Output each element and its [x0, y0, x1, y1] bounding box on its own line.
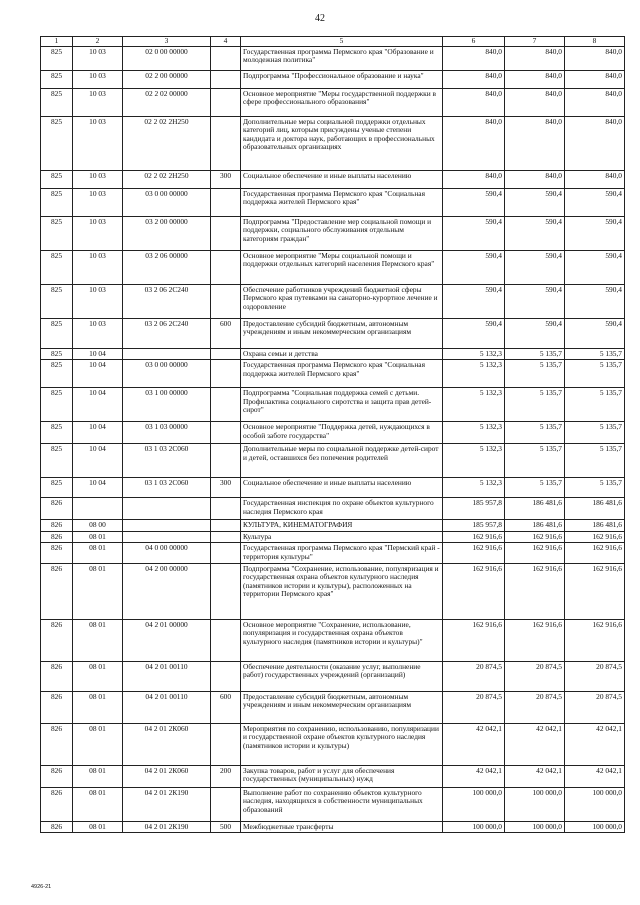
- table-cell-c7: 42 042,1: [505, 765, 565, 787]
- table-cell-c6: 185 957,8: [443, 520, 505, 532]
- table-cell-c8: 42 042,1: [565, 723, 625, 765]
- table-cell-c1: 826: [41, 543, 73, 563]
- table-row: [41, 563, 625, 619]
- table-cell-c3: 03 1 00 00000: [123, 388, 211, 422]
- table-cell-c2: 10 03: [73, 318, 123, 348]
- table-cell-c4: [211, 619, 241, 661]
- table-cell-c8: 100 000,0: [565, 787, 625, 821]
- table-cell-c8: 100 000,0: [565, 821, 625, 833]
- table-cell-c3: 03 1 03 2С060: [123, 478, 211, 498]
- table-cell-c8: 840,0: [565, 46, 625, 70]
- table-cell-c5: Государственная инспекция по охране объектов культурного наследия Пермского края: [241, 498, 443, 520]
- table-cell-c5: Государственная программа Пермского края "Пермский край - территория культуры": [241, 543, 443, 563]
- table-cell-c3: 03 0 00 00000: [123, 360, 211, 388]
- table-cell-c6: 840,0: [443, 70, 505, 88]
- table-cell-c3: 04 0 00 00000: [123, 543, 211, 563]
- table-cell-c1: 826: [41, 563, 73, 619]
- table-cell-c4: [211, 543, 241, 563]
- table-cell-c2: 10 04: [73, 478, 123, 498]
- table-cell-c5: Закупка товаров, работ и услуг для обеспечения государственных (муниципальных) нужд: [241, 765, 443, 787]
- table-cell-c6: 840,0: [443, 116, 505, 170]
- table-cell-c1: 825: [41, 116, 73, 170]
- table-cell-c8: 840,0: [565, 70, 625, 88]
- table-cell-c4: [211, 70, 241, 88]
- table-cell-c7: 840,0: [505, 46, 565, 70]
- table-cell-c2: 10 03: [73, 70, 123, 88]
- table-row: [41, 691, 625, 723]
- table-cell-c7: 162 916,6: [505, 619, 565, 661]
- table-cell-c7: 840,0: [505, 70, 565, 88]
- table-cell-c7: 186 481,6: [505, 520, 565, 532]
- table-cell-c8: 5 135,7: [565, 348, 625, 360]
- table-cell-c2: 10 03: [73, 188, 123, 216]
- table-cell-c8: 840,0: [565, 116, 625, 170]
- table-cell-c4: [211, 723, 241, 765]
- table-cell-c2: 10 03: [73, 250, 123, 284]
- table-cell-c6: 20 874,5: [443, 691, 505, 723]
- table-cell-c3: 04 2 01 2К190: [123, 821, 211, 833]
- table-cell-c2: 10 04: [73, 422, 123, 444]
- table-cell-c5: Государственная программа Пермского края "Образование и молодежная политика": [241, 46, 443, 70]
- table-cell-c4: [211, 250, 241, 284]
- table-cell-c1: 826: [41, 723, 73, 765]
- table-cell-c4: [211, 284, 241, 318]
- table-cell-c3: 04 2 01 00110: [123, 661, 211, 691]
- table-cell-c7: 590,4: [505, 250, 565, 284]
- table-cell-c4: [211, 188, 241, 216]
- table-cell-c2: 08 01: [73, 723, 123, 765]
- table-cell-c2: 10 04: [73, 348, 123, 360]
- table-cell-c3: [123, 498, 211, 520]
- table-cell-c4: [211, 88, 241, 116]
- table-cell-c3: 03 1 03 00000: [123, 422, 211, 444]
- table-cell-c1: 825: [41, 444, 73, 478]
- table-cell-c2: 10 03: [73, 88, 123, 116]
- table-cell-c2: 10 04: [73, 388, 123, 422]
- table-cell-c4: [211, 498, 241, 520]
- table-cell-c6: 590,4: [443, 318, 505, 348]
- table-cell-c8: 5 135,7: [565, 478, 625, 498]
- table-cell-c2: 10 04: [73, 444, 123, 478]
- table-cell-c6: 100 000,0: [443, 787, 505, 821]
- table-cell-c8: 840,0: [565, 88, 625, 116]
- table-cell-c6: 5 132,3: [443, 444, 505, 478]
- table-cell-c2: 08 01: [73, 821, 123, 833]
- table-cell-c8: 20 874,5: [565, 691, 625, 723]
- table-cell-c3: 03 2 06 2С240: [123, 318, 211, 348]
- table-cell-c6: 185 957,8: [443, 498, 505, 520]
- table-cell-c1: 826: [41, 787, 73, 821]
- table-row: [41, 478, 625, 498]
- table-cell-c2: 08 01: [73, 691, 123, 723]
- table-cell-c3: 03 1 03 2С060: [123, 444, 211, 478]
- table-body: [41, 46, 625, 833]
- table-row: [41, 188, 625, 216]
- table-cell-c8: 5 135,7: [565, 388, 625, 422]
- table-cell-c8: 5 135,7: [565, 444, 625, 478]
- table-cell-c7: 5 135,7: [505, 478, 565, 498]
- table-cell-c1: 825: [41, 46, 73, 70]
- table-cell-c3: 03 0 00 00000: [123, 188, 211, 216]
- table-row: [41, 284, 625, 318]
- table-cell-c2: 08 01: [73, 543, 123, 563]
- table-row: [41, 787, 625, 821]
- table-cell-c7: 20 874,5: [505, 691, 565, 723]
- table-cell-c5: Предоставление субсидий бюджетным, автономным учреждениям и иным некоммерческим организациям: [241, 691, 443, 723]
- table-row: [41, 765, 625, 787]
- table-cell-c5: Обеспечение работников учреждений бюджетной сферы Пермского края путевками на санаторно-курортное лечение и оздоровление: [241, 284, 443, 318]
- table-cell-c7: 20 874,5: [505, 661, 565, 691]
- table-cell-c4: [211, 563, 241, 619]
- column-header: 5: [241, 37, 443, 47]
- table-cell-c4: [211, 216, 241, 250]
- column-header: 8: [565, 37, 625, 47]
- budget-table: [40, 36, 625, 833]
- table-row: [41, 543, 625, 563]
- column-header: 3: [123, 37, 211, 47]
- table-cell-c2: 08 01: [73, 531, 123, 543]
- table-cell-c7: 100 000,0: [505, 821, 565, 833]
- table-cell-c8: 590,4: [565, 250, 625, 284]
- table-cell-c5: Подпрограмма "Социальная поддержка семей с детьми. Профилактика социального сиротства и защита прав детей-сирот": [241, 388, 443, 422]
- table-cell-c5: Подпрограмма "Профессиональное образование и наука": [241, 70, 443, 88]
- table-cell-c6: 590,4: [443, 188, 505, 216]
- table-cell-c4: [211, 116, 241, 170]
- table-row: [41, 531, 625, 543]
- table-cell-c3: 02 2 02 2Н250: [123, 116, 211, 170]
- table-cell-c4: [211, 388, 241, 422]
- table-cell-c2: 08 01: [73, 765, 123, 787]
- table-cell-c3: 03 2 06 00000: [123, 250, 211, 284]
- table-cell-c2: 08 01: [73, 563, 123, 619]
- table-cell-c4: 600: [211, 691, 241, 723]
- table-cell-c2: 08 00: [73, 520, 123, 532]
- table-cell-c4: [211, 787, 241, 821]
- table-row: [41, 498, 625, 520]
- table-cell-c2: 10 03: [73, 116, 123, 170]
- table-cell-c4: 500: [211, 821, 241, 833]
- table-cell-c3: 02 2 02 00000: [123, 88, 211, 116]
- table-cell-c8: 5 135,7: [565, 422, 625, 444]
- table-row: [41, 520, 625, 532]
- table-cell-c5: Выполнение работ по сохранению объектов культурного наследия, находящихся в собственности муниципальных образований: [241, 787, 443, 821]
- table-cell-c6: 20 874,5: [443, 661, 505, 691]
- table-cell-c3: 02 2 02 2Н250: [123, 170, 211, 188]
- table-cell-c5: Основное мероприятие "Поддержка детей, нуждающихся в особой заботе государства": [241, 422, 443, 444]
- table-cell-c7: 5 135,7: [505, 388, 565, 422]
- table-cell-c5: Мероприятия по сохранению, использованию, популяризации и государственной охране объектов культурного наследия (памятников истории и культуры): [241, 723, 443, 765]
- table-cell-c7: 5 135,7: [505, 422, 565, 444]
- table-cell-c4: [211, 444, 241, 478]
- table-cell-c1: 825: [41, 348, 73, 360]
- table-cell-c6: 840,0: [443, 170, 505, 188]
- table-cell-c8: 590,4: [565, 188, 625, 216]
- table-row: [41, 318, 625, 348]
- table-cell-c1: 825: [41, 388, 73, 422]
- table-row: [41, 821, 625, 833]
- table-cell-c5: Государственная программа Пермского края "Социальная поддержка жителей Пермского края": [241, 188, 443, 216]
- column-header: 2: [73, 37, 123, 47]
- table-cell-c6: 5 132,3: [443, 348, 505, 360]
- table-cell-c5: Социальное обеспечение и иные выплаты населению: [241, 170, 443, 188]
- table-cell-c3: 04 2 01 2К060: [123, 765, 211, 787]
- table-cell-c6: 590,4: [443, 250, 505, 284]
- table-cell-c7: 590,4: [505, 188, 565, 216]
- table-cell-c4: [211, 520, 241, 532]
- table-row: [41, 170, 625, 188]
- table-cell-c5: Подпрограмма "Сохранение, использование, популяризация и государственная охрана объектов культурного наследия (памятников истории и культуры), расположенных на территории Пермского края": [241, 563, 443, 619]
- table-row: [41, 723, 625, 765]
- table-cell-c6: 162 916,6: [443, 531, 505, 543]
- table-cell-c8: 5 135,7: [565, 360, 625, 388]
- table-cell-c3: 04 2 01 2К060: [123, 723, 211, 765]
- table-cell-c6: 840,0: [443, 46, 505, 70]
- table-row: [41, 661, 625, 691]
- table-cell-c1: 826: [41, 531, 73, 543]
- table-cell-c5: Предоставление субсидий бюджетным, автономным учреждениям и иным некоммерческим организациям: [241, 318, 443, 348]
- table-cell-c2: 10 03: [73, 170, 123, 188]
- table-row: [41, 444, 625, 478]
- table-cell-c3: 04 2 01 00000: [123, 619, 211, 661]
- table-cell-c7: 162 916,6: [505, 543, 565, 563]
- column-header: 1: [41, 37, 73, 47]
- table-cell-c1: 826: [41, 821, 73, 833]
- table-cell-c3: [123, 531, 211, 543]
- table-cell-c8: 186 481,6: [565, 498, 625, 520]
- table-cell-c6: 590,4: [443, 216, 505, 250]
- table-cell-c2: 08 01: [73, 787, 123, 821]
- table-cell-c4: 300: [211, 170, 241, 188]
- table-cell-c3: 04 2 01 00110: [123, 691, 211, 723]
- table-cell-c5: Культура: [241, 531, 443, 543]
- table-cell-c6: 100 000,0: [443, 821, 505, 833]
- table-row: [41, 216, 625, 250]
- table-cell-c2: 08 01: [73, 661, 123, 691]
- table-cell-c1: 825: [41, 318, 73, 348]
- table-cell-c3: 03 2 00 00000: [123, 216, 211, 250]
- table-cell-c2: [73, 498, 123, 520]
- table-cell-c8: 42 042,1: [565, 765, 625, 787]
- table-cell-c1: 825: [41, 284, 73, 318]
- table-cell-c4: [211, 46, 241, 70]
- table-cell-c1: 826: [41, 498, 73, 520]
- table-cell-c1: 826: [41, 520, 73, 532]
- table-cell-c3: 02 0 00 00000: [123, 46, 211, 70]
- table-cell-c6: 5 132,3: [443, 422, 505, 444]
- table-cell-c5: Государственная программа Пермского края "Социальная поддержка жителей Пермского края": [241, 360, 443, 388]
- table-cell-c7: 162 916,6: [505, 531, 565, 543]
- table-row: [41, 88, 625, 116]
- table-cell-c8: 186 481,6: [565, 520, 625, 532]
- table-cell-c5: КУЛЬТУРА, КИНЕМАТОГРАФИЯ: [241, 520, 443, 532]
- page-number: 42: [315, 13, 325, 24]
- table-row: [41, 250, 625, 284]
- table-cell-c4: [211, 661, 241, 691]
- table-cell-c4: [211, 360, 241, 388]
- column-header: 4: [211, 37, 241, 47]
- table-cell-c1: 826: [41, 691, 73, 723]
- table-row: [41, 46, 625, 70]
- table-cell-c1: 825: [41, 70, 73, 88]
- table-cell-c5: Обеспечение деятельности (оказание услуг, выполнение работ) государственных учреждений (организаций): [241, 661, 443, 691]
- table-cell-c1: 825: [41, 170, 73, 188]
- table-cell-c5: Основное мероприятие "Меры государственной поддержки в сфере профессионального образования": [241, 88, 443, 116]
- footer-code: 4926-21: [31, 884, 52, 890]
- table-cell-c3: 03 2 06 2С240: [123, 284, 211, 318]
- table-cell-c8: 590,4: [565, 216, 625, 250]
- table-cell-c6: 162 916,6: [443, 619, 505, 661]
- table-cell-c8: 20 874,5: [565, 661, 625, 691]
- table-cell-c2: 10 04: [73, 360, 123, 388]
- table-cell-c7: 42 042,1: [505, 723, 565, 765]
- column-header: 7: [505, 37, 565, 47]
- table-cell-c6: 162 916,6: [443, 543, 505, 563]
- table-cell-c8: 162 916,6: [565, 619, 625, 661]
- table-cell-c1: 825: [41, 360, 73, 388]
- table-cell-c4: [211, 422, 241, 444]
- table-row: [41, 422, 625, 444]
- table-cell-c5: Основное мероприятие "Сохранение, использование, популяризация и государственная охрана объектов культурного наследия (памятников истории и культуры)": [241, 619, 443, 661]
- table-cell-c1: 825: [41, 478, 73, 498]
- table-cell-c5: Социальное обеспечение и иные выплаты населению: [241, 478, 443, 498]
- table-row: [41, 116, 625, 170]
- table-cell-c1: 825: [41, 250, 73, 284]
- table-cell-c4: [211, 531, 241, 543]
- table-cell-c6: 42 042,1: [443, 765, 505, 787]
- table-cell-c1: 825: [41, 88, 73, 116]
- table-cell-c8: 590,4: [565, 318, 625, 348]
- table-cell-c6: 5 132,3: [443, 360, 505, 388]
- table-cell-c2: 10 03: [73, 216, 123, 250]
- table-cell-c3: 02 2 00 00000: [123, 70, 211, 88]
- table-cell-c7: 840,0: [505, 170, 565, 188]
- table-cell-c5: Дополнительные меры по социальной поддержке детей-сирот и детей, оставшихся без попечения родителей: [241, 444, 443, 478]
- table-cell-c3: [123, 348, 211, 360]
- table-cell-c3: 04 2 00 00000: [123, 563, 211, 619]
- table-cell-c1: 826: [41, 765, 73, 787]
- table-cell-c1: 826: [41, 619, 73, 661]
- table-cell-c7: 5 135,7: [505, 360, 565, 388]
- table-cell-c7: 590,4: [505, 284, 565, 318]
- table-cell-c5: Межбюджетные трансферты: [241, 821, 443, 833]
- table-cell-c6: 42 042,1: [443, 723, 505, 765]
- table-cell-c1: 825: [41, 216, 73, 250]
- table-cell-c2: 10 03: [73, 284, 123, 318]
- table-cell-c5: Охрана семьи и детства: [241, 348, 443, 360]
- table-cell-c4: 600: [211, 318, 241, 348]
- table-cell-c5: Основное мероприятие "Меры социальной помощи и поддержки отдельных категорий населения Пермского края": [241, 250, 443, 284]
- table-cell-c5: Подпрограмма "Предоставление мер социальной помощи и поддержки, социального обслуживания отдельным категориям граждан": [241, 216, 443, 250]
- table-cell-c1: 826: [41, 661, 73, 691]
- table-cell-c7: 186 481,6: [505, 498, 565, 520]
- table-cell-c7: 590,4: [505, 216, 565, 250]
- table-cell-c4: 200: [211, 765, 241, 787]
- table-cell-c1: 825: [41, 188, 73, 216]
- table-row: [41, 388, 625, 422]
- table-cell-c7: 100 000,0: [505, 787, 565, 821]
- table-cell-c8: 162 916,6: [565, 543, 625, 563]
- table-row: [41, 360, 625, 388]
- header-row: [41, 37, 625, 47]
- table-cell-c6: 840,0: [443, 88, 505, 116]
- table-cell-c7: 590,4: [505, 318, 565, 348]
- table-cell-c8: 162 916,6: [565, 563, 625, 619]
- table-cell-c6: 162 916,6: [443, 563, 505, 619]
- table-cell-c8: 590,4: [565, 284, 625, 318]
- table-cell-c2: 10 03: [73, 46, 123, 70]
- table-cell-c8: 162 916,6: [565, 531, 625, 543]
- table-cell-c3: [123, 520, 211, 532]
- table-cell-c6: 5 132,3: [443, 388, 505, 422]
- table-cell-c8: 840,0: [565, 170, 625, 188]
- table-row: [41, 348, 625, 360]
- table-cell-c6: 5 132,3: [443, 478, 505, 498]
- table-cell-c2: 08 01: [73, 619, 123, 661]
- table-cell-c5: Дополнительные меры социальной поддержки отдельных категорий лиц, которым присуждены ученые степени кандидата и доктора наук, работающих в профессиональных образовательных организациях: [241, 116, 443, 170]
- table-cell-c7: 162 916,6: [505, 563, 565, 619]
- table-cell-c7: 5 135,7: [505, 348, 565, 360]
- table-cell-c1: 825: [41, 422, 73, 444]
- table-cell-c7: 840,0: [505, 116, 565, 170]
- table-cell-c7: 840,0: [505, 88, 565, 116]
- table-cell-c4: [211, 348, 241, 360]
- table-cell-c4: 300: [211, 478, 241, 498]
- table-cell-c6: 590,4: [443, 284, 505, 318]
- table-row: [41, 70, 625, 88]
- table-cell-c3: 04 2 01 2К190: [123, 787, 211, 821]
- table-row: [41, 619, 625, 661]
- table-cell-c7: 5 135,7: [505, 444, 565, 478]
- column-header: 6: [443, 37, 505, 47]
